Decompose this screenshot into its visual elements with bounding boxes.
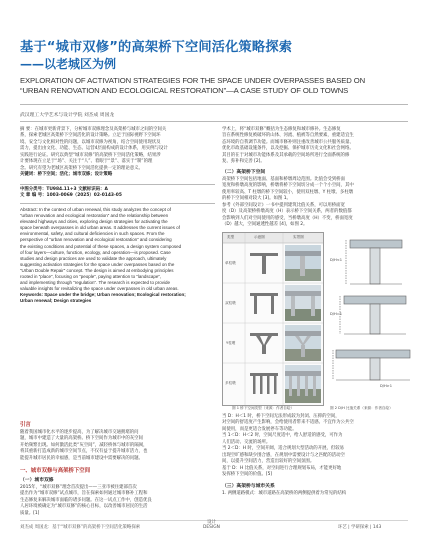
section-1-3-heading: （三）高架桥与城市关系 [222,484,275,489]
article-subtitle-cn: ——以老城区为例 [20,57,117,71]
abstract-en-line: rooted in “place”, focusing on “people”, paying attention to “landscape”, [20,274,162,280]
right-line: 当 2＜D：H 时，空间开阔，适合规划大型活动的开展，但较易 [222,446,345,452]
article-number: 文 章 编 号：1003-0069（2025）02-0143-05 [20,193,122,199]
figure-1-table [223,233,323,405]
fig1-row-single: 单柱墩 [225,261,236,265]
single-pier-diagram [250,253,278,274]
intro-line: 能提升城市居民的幸福感，是当前城市建设中需要解决的问题。 [20,455,143,461]
section-1-line: 生态修复来解决城市面临的诸多问题。在这一试点工作中，创造优良 [20,497,152,503]
figure-2 [330,232,412,404]
fig1-col-type: 类型 [227,235,235,239]
section-1-1-heading: （一）城市双修 [20,478,54,483]
abstract-en-line: suggesting activation strategies for the space under overpasses based on the [20,261,175,267]
right-line: 其目的在于对城市功能体系及其承载的空间场所进行全面系统的修 [222,152,350,158]
double-pier-photo [285,285,321,321]
keywords-en-line: Keywords: Space under the bridge; Urban renovation; Ecological restoration; [20,292,186,298]
fig1-row-y: Y柱墩 [226,341,236,345]
title-en-line-2: “URBAN RENOVATION AND ECOLOGICAL RESTORATION”—A CASE STUDY OF OLD TOWNS [20,86,349,95]
right-paragraph-1 [222,127,412,166]
section-1-line: 人居环境被确定为“城市双修”的核心目标，以改善城市居民的生活 [20,504,148,510]
right-line: 基于 D：H 比值关系，对空间进行合理规划布局，才能更好地 [222,465,342,471]
dh-equal-1-diagram [340,296,406,334]
abstract-cn-line: 计要体现在立足于“场”、关注于“人”、着眼于“景”、落实于“制”的理 [20,159,153,165]
right-line: 当 1＜D：H＜2 时，空间尺度适中，给人舒适的感受，可作为 [222,433,343,439]
intro-paragraph [20,430,215,462]
abstract-cn-line: 需力，提出由文化、功能、生态、运营4层面构成的设计体系，用实例与设计 [20,146,168,152]
footer-journal-logo [203,520,220,530]
y-pier-diagram [250,333,278,354]
abstract-en [20,207,215,305]
right-paragraph-2 [222,177,412,229]
right-line: 学术上，将“城市双修”概括为生态修复和城市修补。生态修复 [222,127,341,132]
right-line: 会影响到人们对空间使用的感受，当桥墩高度（H）不变，桥面宽度 [222,215,353,221]
classification-number: 中图分类号：TU984.11+3 文献标识码：A [20,187,108,192]
article-title-cn: 基于“城市双修”的高架桥下空间活化策略探索 [20,40,293,55]
abstract-en-line: perspective of “urban renovation and ecological restoration” and considering [20,237,172,243]
right-line: 1. 两侧道路模式：城市道路在高架桥的两侧提供着为常见的结构 [222,491,347,496]
abstract-en-line: “Urban Double Repair” concept. The design is aimed at embodying principles [20,267,174,273]
right-paragraph-4 [222,491,412,497]
figure-1-caption: 图 1 桥下空间类型（来源：作者自绘） [232,406,295,410]
right-line: 人们活动、交流的场所。 [222,439,271,445]
right-line: 度（D）及高架桥桥墩高度（H）表示桥下空间关系，两者的数值都 [222,209,352,215]
authors-divider [20,121,408,122]
right-line: 发挥桥下空间的价值。[5] [222,472,273,478]
section-1-heading: 一、城市双修与高架桥下空间 [20,468,91,474]
fig1-col-photo: 实景图 [293,235,304,239]
header-divider [20,104,408,105]
right-line: 优化市政基础设施条件，以及挖掘、保护城市历史文化和社会网络。 [222,146,354,152]
figure-2-caption: 图 2 D/H 比值关系（来源：作者自绘） [330,406,393,410]
keywords-en-line: Urban renewal; Design strategies [20,298,92,304]
dh-greater-than-1-diagram [333,350,410,380]
abstract-cn [20,127,215,179]
abstract-en-line: the existing conditions and potential of these spaces, a design system composed [20,243,182,249]
footer-journal-cn: 设计 [207,520,216,525]
fig2-label-gt: D/H>1 [380,384,392,388]
abstract-en-line: of four layers—culture, function, ecology, and operation—is proposed. Case [20,249,171,255]
abstract-en-line: valuable insights for revitalizing the space under overpasses in old urban areas. [20,286,179,292]
section-1-2-heading: （二）高架桥下空间 [222,170,266,175]
abstract-cn-line: 念。研究有望为老城区高架桥下空间活化提供一定的理论意义。 [20,165,143,171]
abstract-en-line: space beneath overpasses in old urban areas. It addresses the current issues of [20,225,180,231]
right-line: 复、弥补和完善 [2]。 [222,159,265,165]
fig1-row-double: 双柱墩 [225,301,236,305]
abstract-cn-line: 摘 要：在城市更新背景下，分析城市双修理念及高架桥与城市之间的空间关 [20,127,167,132]
section-1-line: 质量。[1] [20,510,40,516]
intro-line: 将其重新打造成新的城市空间节点，不仅有益于提升城市活力，也 [20,449,148,455]
right-paragraph-3 [222,414,412,479]
authors: 武汉理工大学艺术与设计学院 刘杰成 周国龙 [20,113,115,118]
right-line: 高架桥下空间包括地面、基面和桥墩周边范围。比值会受到桥面 [222,177,345,182]
section-1-line: 提出作为“城市双修”试点城市，旨在探索如何通过城市修补工程和 [20,491,148,497]
dh-less-than-1-diagram [346,240,402,284]
intro-line: 随着我国城市化水平的逐步提高，为了解决城市交通拥堵的问 [20,430,139,435]
right-line: 旨在系统性修复被破坏的山体、河流、植被等自然要素，重建适宜生 [222,133,354,139]
right-line: 间使用，而是更适合发展停车等功能。 [222,426,297,432]
single-pier-photo [285,245,321,281]
footer-journal-en: DESIGN [203,525,220,530]
abstract-en-divider [20,203,215,204]
abstract-cn-line: 境、安全与文化相对性的问题，以城市双修为视角，结合空间使用现状及 [20,139,161,145]
abstract-en-line: elevated highways and cities, exploring design strategies for activating the [20,219,168,225]
right-line: 参考《外部空间设计》一书中提到建筑比值关系，可以用桥面宽 [222,202,345,208]
abstract-en-line: “urban renovation and ecological restoration” and the relationship between [20,213,169,219]
article-meta [20,187,215,200]
intro-line: 题，城市中建造了大量的高架桥。桥下空间作为城市中的灰空间 [20,436,143,442]
section-1-paragraph [20,485,215,517]
right-line: 宽度和桥墩高度的影响，桥墩将桥下空间切分成一个个小空间，其中 [222,183,354,189]
abstract-cn-line: 实践进行论证。研究以典型“城市双修”的高架桥下空间活化策略，结果涉 [20,152,161,158]
intro-line: 开始频繁出现。如何激活此类“灰空间”，减轻桥体与城市的隔阂， [20,442,148,448]
right-line: 间，以提升空间活力，营造出较好的空间氛围。 [222,459,315,465]
right-line: 使用率较高、T 柱墩的桥下空间较小，使用双柱墩、Y 柱墩、多柱墩 [222,189,354,195]
multi-pier-photo [285,365,321,403]
right-line: （D）越大，空间通透性越差 [4]，如图 2。 [222,222,308,228]
footer-running-title: 刘杰成 周国龙：基于“城市双修”的高架桥下空间活化策略探索 [20,525,141,530]
title-en-line-1: EXPLORATION OF ACTIVATION STRATEGIES FOR THE SPACE UNDER OVERPASSES BASED ON [20,76,366,85]
footer-page-info: 环艺 | 学研探索 | 143 [338,525,382,530]
fig1-row-multi: 多柱墩 [225,381,236,385]
meta-divider [20,184,215,185]
fig1-col-diagram: 示意图 [254,235,265,239]
right-line: 当 D：H＜1 时，桥下空间无法形成较为封闭、压抑的空间， [222,414,340,419]
abstract-en-line: studies and design practices are used to validate the approach, ultimately [20,255,167,261]
right-line: 出现空旷感和缺少围合感，在规划中需要设计与之匹配的活动空 [222,452,345,458]
figure-2-diagrams [330,232,412,404]
keywords-cn: 关键词：桥下空间；活化；城市双修；设计策略 [20,172,113,178]
abstract-en-line: and implementing through “regulation”. The research is expected to provide [20,280,171,286]
intro-heading: 引言 [20,422,31,428]
right-line: 的桥下空间相对较大 [3]。如图 1。 [222,196,291,202]
fig2-label-lt: D/H<1 [330,258,342,262]
right-line: 对空间的舒适度产生影响，会给使用者带来不适感。不宜作为公共空 [222,420,354,426]
article-title-en [20,76,415,96]
fig2-label-eq: D/H=1 [330,312,342,316]
abstract-en-line: Abstract: In the context of urban renewal, this study analyzes the concept of [20,207,171,212]
abstract-en-line: environmental, safety, and cultural deficiencies in such spaces. From the [20,231,165,237]
figure-1 [222,232,324,406]
multi-pier-diagram [250,373,278,394]
double-pier-diagram [250,293,278,314]
right-line: 态环境的自我调节功能。而城市修补则注重改善城市公共服务质量、 [222,139,354,145]
abstract-cn-line: 系，探索老城区高架桥下空间活化的设计策略。立足于国际视野下空间环 [20,133,161,139]
y-pier-photo [285,325,321,361]
section-1-line: 2015年，“城市双修”理念首次提出——三亚市被住建部首次 [20,485,137,490]
